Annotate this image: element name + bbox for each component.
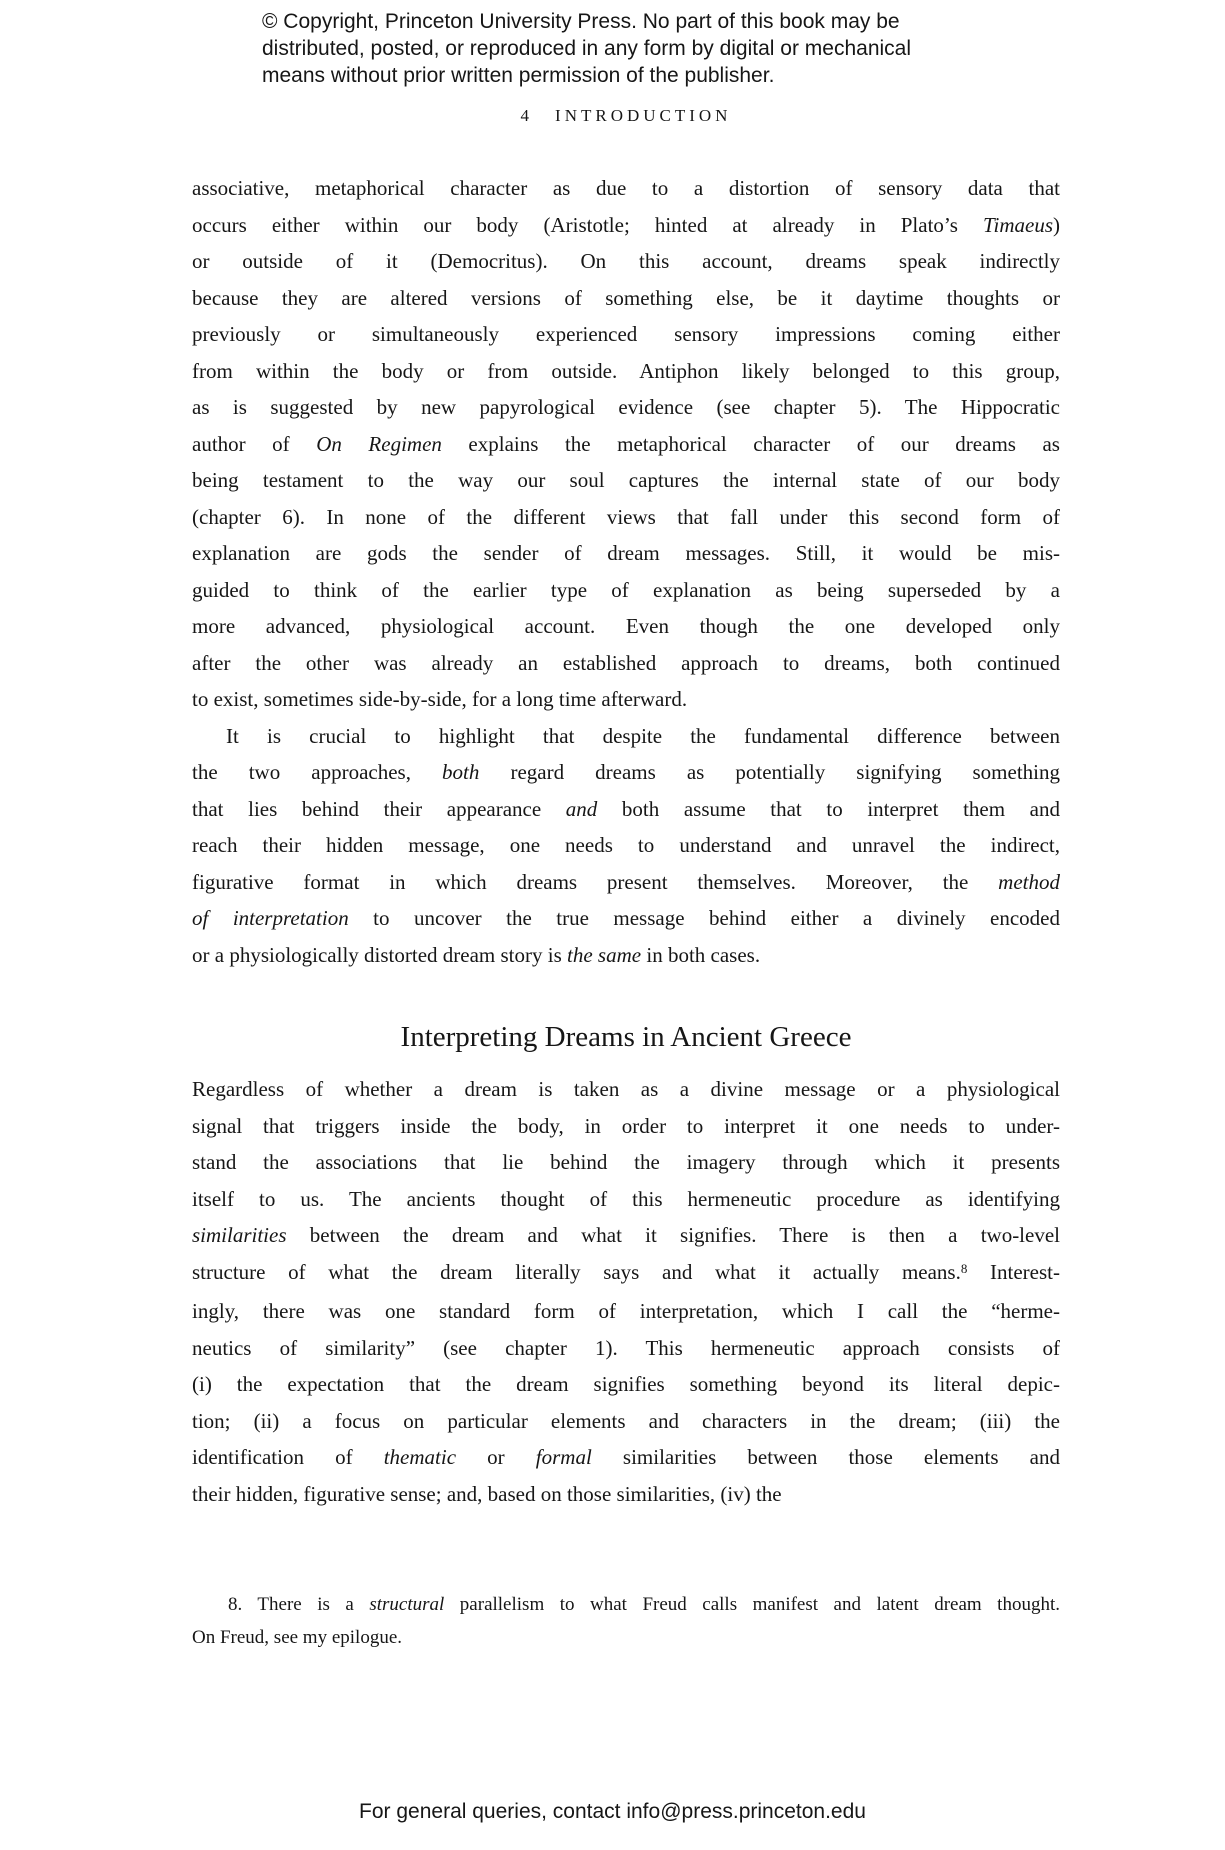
text-line: structure of what the dream literally says and what it actually means.$^8$ Interest- <box>192 1259 1061 1284</box>
text-line: to exist, sometimes side-by-side, for a long time afterward. <box>192 687 688 711</box>
text-line: of interpretation to uncover the true message behind either a divinely encoded <box>192 906 1060 930</box>
text-line: itself to us. The ancients thought of this hermeneutic procedure as identifying <box>192 1186 1060 1211</box>
page-number: 4 <box>520 106 530 125</box>
text-line: signal that triggers inside the body, in order to interpret it one needs to under- <box>192 1113 1060 1138</box>
text-line: guided to think of the earlier type of explanation as being superseded by a <box>192 577 1060 602</box>
text-line: or a physiologically distorted dream story is the same in both cases. <box>192 942 761 967</box>
text-line: identification of thematic or formal similarities between those elements and <box>192 1445 1060 1469</box>
text-line: as is suggested by new papyrological evidence (see chapter 5). The Hippocratic <box>192 395 1060 419</box>
copyright-line: © Copyright, Princeton University Press. No part of this book may be <box>262 10 900 33</box>
page-body <box>192 170 1060 1654</box>
text-line: (chapter 6). In none of the different views that fall under this second form of <box>192 504 1060 529</box>
text-line: figurative format in which dreams present themselves. Moreover, the method <box>192 869 1060 894</box>
section-heading: Interpreting Dreams in Ancient Greece <box>400 1021 852 1053</box>
chapter-title: INTRODUCTION <box>555 106 732 125</box>
paragraph <box>192 170 1060 718</box>
text-line: that lies behind their appearance and both assume that to interpret them and <box>192 796 1060 821</box>
footer-contact: For general queries, contact info@press.princeton.edu <box>359 1800 866 1823</box>
text-line: their hidden, figurative sense; and, based on those similarities, (iv) the <box>192 1481 782 1506</box>
text-line: tion; (ii) a focus on particular elements and characters in the dream; (iii) the <box>192 1408 1060 1433</box>
copyright-line: distributed, posted, or reproduced in any form by digital or mechanical <box>262 37 912 60</box>
text-line: reach their hidden message, one needs to understand and unravel the indirect, <box>192 833 1060 857</box>
text-line: It is crucial to highlight that despite the fundamental difference between <box>226 723 1060 748</box>
text-line: more advanced, physiological account. Even though the one developed only <box>192 614 1060 638</box>
text-line: ingly, there was one standard form of interpretation, which I call the “herme- <box>192 1299 1060 1323</box>
text-line: associative, metaphorical character as due to a distortion of sensory data that <box>192 176 1060 200</box>
text-line: similarities between the dream and what it signifies. There is then a two-level <box>192 1223 1060 1247</box>
paragraph <box>192 1071 1060 1512</box>
text-line: explanation are gods the sender of dream messages. Still, it would be mis- <box>192 541 1060 565</box>
text-line: On Freud, see my epilogue. <box>192 1627 403 1648</box>
text-line: or outside of it (Democritus). On this account, dreams speak indirectly <box>192 249 1060 273</box>
text-line: being testament to the way our soul captures the internal state of our body <box>192 468 1060 492</box>
text-line: (i) the expectation that the dream signifies something beyond its literal depic- <box>192 1372 1060 1396</box>
text-line: the two approaches, both regard dreams as potentially signifying something <box>192 760 1060 784</box>
text-line: from within the body or from outside. Antiphon likely belonged to this group, <box>192 358 1060 383</box>
text-line: stand the associations that lie behind the imagery through which it presents <box>192 1150 1060 1174</box>
copyright-line: means without prior written permission of the publisher. <box>262 64 775 87</box>
text-line: author of On Regimen explains the metaphorical character of our dreams as <box>192 431 1060 456</box>
paragraph <box>192 718 1060 974</box>
copyright-notice <box>262 8 982 89</box>
text-line: Regardless of whether a dream is taken as a divine message or a physiological <box>192 1077 1060 1101</box>
text-line: 8. There is a structural parallelism to what Freud calls manifest and latent dream thought. <box>228 1594 1060 1615</box>
text-line: because they are altered versions of something else, be it daytime thoughts or <box>192 285 1060 310</box>
footnote-marker: 8 <box>960 1260 968 1276</box>
text-line: after the other was already an established approach to dreams, both continued <box>192 650 1060 675</box>
text-line: occurs either within our body (Aristotle; hinted at already in Plato’s Timaeus) <box>192 212 1060 237</box>
text-line: neutics of similarity” (see chapter 1). This hermeneutic approach consists of <box>192 1335 1060 1360</box>
running-header <box>192 106 1060 126</box>
text-line: previously or simultaneously experienced sensory impressions coming either <box>192 322 1060 346</box>
footnote <box>192 1588 1060 1654</box>
